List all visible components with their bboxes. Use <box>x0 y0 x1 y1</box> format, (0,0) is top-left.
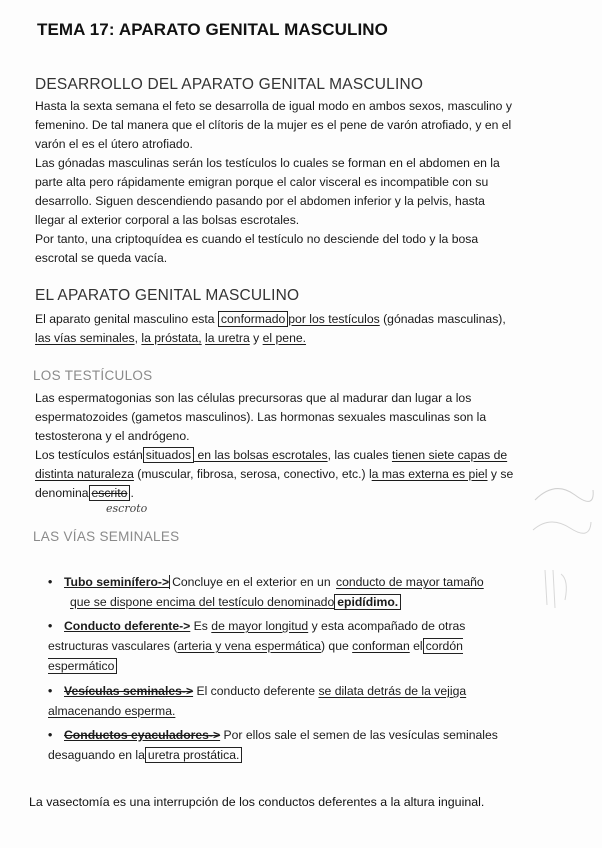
paragraph: Las gónadas masculinas serán los testículos lo cuales se forman en el abdomen en la parte alta pero rápidamente emigran porque el calor visceral es incompatible con su desarrollo. Siguen descendiendo pasando por el abdomen inferior y la pelvis, hasta llegar al exterior corporal a las bolsas escrotales. <box>35 156 500 227</box>
underlined-text: que se dispone encima del testículo denominado <box>70 595 335 609</box>
text-run: y <box>249 331 263 345</box>
text-run: El aparato genital masculino esta <box>35 312 218 326</box>
text-run: , <box>134 331 142 345</box>
underlined-text: en las bolsas escrotales <box>194 448 328 462</box>
boxed-text: epidídimo. <box>334 594 401 610</box>
paragraph <box>35 446 515 503</box>
underlined-text: la uretra <box>205 331 250 345</box>
text-run: y esta acompañado de otras estructuras vasculares ( <box>48 619 466 653</box>
bullet: • <box>48 619 53 633</box>
paragraph <box>35 310 515 348</box>
text-run: El conducto deferente <box>193 684 319 698</box>
text-run: ) que <box>320 639 353 653</box>
list-term: Conducto deferente-> <box>64 619 191 633</box>
boxed-text: conformado <box>218 311 288 327</box>
text-run: Es <box>190 619 212 633</box>
list-item <box>48 681 518 721</box>
underlined-text: conducto de mayor tamaño <box>336 575 484 589</box>
text-run: (muscular, fibrosa, serosa, conectivo, etc.) l <box>133 467 372 481</box>
list-term: Tubo seminífero-> <box>64 575 170 589</box>
text-run: (gónadas masculinas), <box>379 312 506 326</box>
underlined-text: conforman <box>352 639 410 653</box>
underlined-text: se dilata detrás de la vejiga almacenando esperma. <box>48 684 467 718</box>
section-body-aparato <box>35 310 515 348</box>
list-term: Conductos eyaculadores-> <box>64 728 221 742</box>
list-term: Vesículas seminales-> <box>64 684 194 698</box>
text-run: el <box>409 639 423 653</box>
bullet: • <box>48 575 53 589</box>
struck-text: escrito <box>89 485 131 501</box>
section-body-testiculos <box>35 389 515 503</box>
list-item <box>48 725 518 765</box>
margin-scribble <box>525 470 597 630</box>
underlined-text: por los testículos <box>288 312 380 326</box>
page-title: TEMA 17: APARATO GENITAL MASCULINO <box>37 20 388 39</box>
paragraph: Las espermatogonias son las células precursoras que al madurar dan lugar a los espermatozoides (gametos masculinos). Las hormonas sexuales masculinas son la testosterona y el andrógeno. <box>35 391 487 443</box>
list-item <box>48 616 518 676</box>
paragraph: Por tanto, una criptoquídea es cuando el testículo no desciende del todo y la bosa escrotal se queda vacía. <box>35 232 479 265</box>
underlined-text: el pene. <box>262 331 307 345</box>
text-run: Los testículos están <box>35 448 143 462</box>
text-run: , las cuales <box>327 448 392 462</box>
closing-note: La vasectomía es una interrupción de los conductos deferentes a la altura inguinal. <box>29 795 485 809</box>
bullet: • <box>48 728 53 742</box>
text-run: y se denomina <box>35 467 514 500</box>
underlined-text: arteria y vena espermática <box>177 639 321 653</box>
text-run: . <box>130 486 134 500</box>
boxed-text: uretra prostática. <box>145 747 242 763</box>
section-heading-desarrollo: DESARROLLO DEL APARATO GENITAL MASCULINO <box>35 76 424 93</box>
boxed-text: situados <box>143 447 194 463</box>
boxed-text: cordón espermático <box>48 639 463 673</box>
section-body-desarrollo <box>35 97 515 268</box>
section-heading-aparato: EL APARATO GENITAL MASCULINO <box>35 287 300 304</box>
paragraph: Hasta la sexta semana el feto se desarrolla de igual modo en ambos sexos, masculino y femenino. De tal manera que el clítoris de la mujer es el pene de varón atrofiado, y en el varón el es el útero atrofiado. <box>35 99 512 151</box>
underlined-text: a mas externa es piel <box>371 467 488 481</box>
underlined-text: de mayor longitud <box>211 619 309 633</box>
underlined-text: la próstata, <box>141 331 202 345</box>
underlined-text: tienen siete capas de distinta naturaleza <box>35 448 508 481</box>
handwritten-correction: escroto <box>106 502 148 515</box>
section-heading-testiculos: LOS TESTÍCULOS <box>33 368 153 383</box>
underlined-text: las vías seminales <box>35 331 135 345</box>
list-item <box>48 572 518 612</box>
text-run: Concluye en el exterior en un <box>169 575 336 589</box>
text-run: Por ellos sale el semen de las vesículas seminales desaguando en la <box>48 728 498 762</box>
section-heading-vias: LAS VÍAS SEMINALES <box>33 529 180 544</box>
bullet: • <box>48 684 53 698</box>
